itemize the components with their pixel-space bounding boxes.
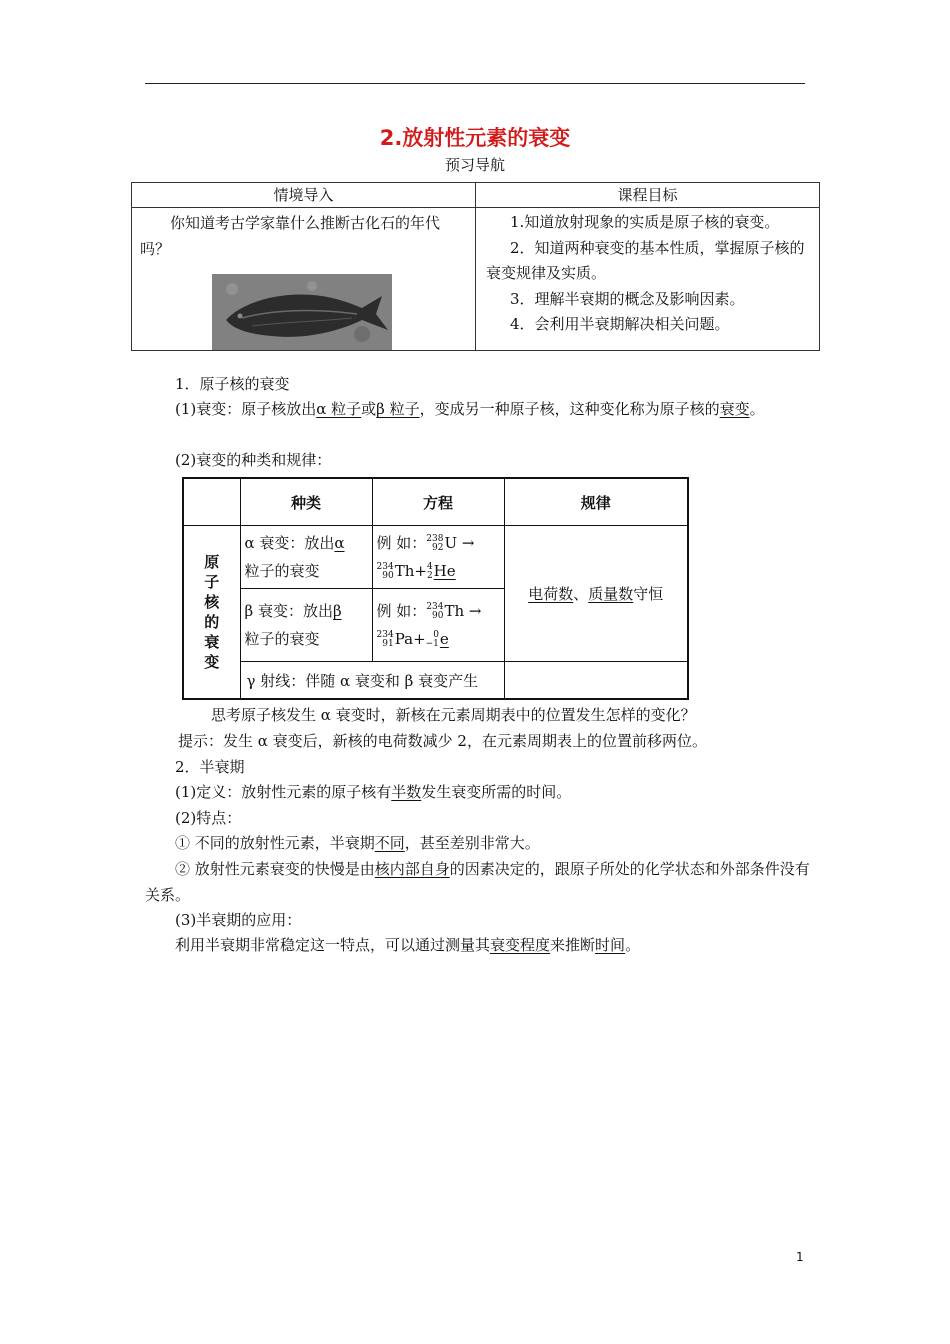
thorium-symbol: Th [394, 562, 415, 580]
text-run: ，甚至差别非常大。 [404, 834, 540, 852]
header-kind: 种类 [240, 478, 372, 526]
blank-answer: β [332, 602, 342, 620]
application-text [145, 932, 810, 958]
side-char: 子 [204, 573, 220, 591]
goal-item: 3．理解半衰期的概念及影响因素。 [510, 289, 745, 308]
text-run: 粒子的衰变 [244, 562, 320, 580]
side-char: 衰 [204, 633, 220, 651]
text-run: 来推断 [550, 936, 596, 954]
text-run: 利用半衰期非常稳定这一特点，可以通过测量其 [175, 936, 491, 954]
text-run: 、 [573, 585, 589, 603]
alpha-kind [240, 526, 372, 589]
goals-cell [476, 208, 820, 351]
gamma-row: γ 射线：伴随 α 衰变和 β 衰变产生 [240, 662, 504, 700]
text-run: β 衰变：放出 [244, 602, 333, 620]
corner-cell [183, 478, 240, 526]
text-run: 例 如： [376, 534, 427, 552]
blank-answer: α [334, 534, 345, 552]
text-run: ① 不同的放射性元素，半衰期 [175, 834, 375, 852]
text-run: 或 [361, 400, 377, 418]
nuclide-numbers: 234 91 [376, 630, 394, 649]
blank-answer: 时间 [595, 936, 626, 954]
nuclide-numbers: 238 92 [426, 534, 444, 553]
uranium-symbol: U [444, 534, 458, 552]
nuclide-numbers: 234 90 [376, 562, 394, 581]
features-heading: (2)特点： [175, 809, 242, 827]
blank-answer: 电荷数 [528, 585, 574, 603]
section2-heading: 2．半衰期 [175, 758, 245, 776]
text-run: 发生衰变所需的时间。 [421, 783, 572, 801]
think-question: 思考原子核发生 α 衰变时，新核在元素周期表中的位置发生怎样的变化？ [211, 706, 696, 724]
blank-answer: α 粒子 [316, 400, 362, 418]
header-rule [145, 83, 805, 84]
beta-equation [372, 589, 504, 662]
text-run: ，变成另一种原子核，这种变化称为原子核的 [419, 400, 720, 418]
section-subtitle: 预习导航 [444, 156, 505, 174]
blank-answer: 半数 [391, 783, 422, 801]
section1-heading: 1．原子核的衰变 [175, 375, 290, 393]
side-char: 核 [204, 593, 220, 611]
text-run: 守恒 [633, 585, 664, 603]
text-run: α 衰变：放出 [244, 534, 335, 552]
feature-1 [145, 830, 810, 856]
header-rule: 规律 [504, 478, 688, 526]
blank-answer: 核内部自身 [374, 860, 450, 878]
arrow-icon: → [461, 534, 475, 552]
text-run: 例 如： [376, 602, 427, 620]
decay-types-heading: (2)衰变的种类和规律： [175, 451, 332, 469]
text-run: ② 放射性元素衰变的快慢是由 [175, 860, 375, 878]
alpha-equation [372, 526, 504, 589]
blank-answer: 衰变 [719, 400, 750, 418]
hint-text: 提示：发生 α 衰变后，新核的电荷数减少 2，在元素周期表上的位置前移两位。 [178, 732, 707, 750]
side-label [183, 526, 240, 700]
blank-answer: 质量数 [588, 585, 634, 603]
header-goals: 课程目标 [476, 183, 820, 208]
page-title: 2.放射性元素的衰变 [379, 126, 571, 150]
side-char: 变 [204, 653, 220, 671]
goal-item: 1.知道放射现象的实质是原子核的衰变。 [510, 213, 780, 231]
blank-answer: 衰变程度 [490, 936, 551, 954]
plus-sign: + [413, 630, 426, 648]
text-run: 的因素决定的，跟原子所处的化学状态和外部条件没有关系。 [145, 860, 810, 904]
application-heading: (3)半衰期的应用： [175, 911, 302, 929]
half-life-definition [145, 779, 810, 805]
scenario-question: 你知道考古学家靠什么推断古化石的年代吗？ [140, 214, 441, 258]
beta-kind [240, 589, 372, 662]
blank-answer: β 粒子 [376, 400, 420, 418]
protactinium-symbol: Pa [394, 630, 414, 648]
side-char: 原 [204, 553, 220, 571]
text-run: (1)衰变：原子核放出 [175, 400, 317, 418]
text-run: (1)定义：放射性元素的原子核有 [175, 783, 392, 801]
decay-table [182, 477, 689, 700]
arrow-icon: → [468, 602, 482, 620]
plus-sign: + [414, 562, 427, 580]
goal-item: 4．会利用半衰期解决相关问题。 [510, 315, 730, 333]
scenario-cell [132, 208, 476, 351]
fish-fossil-image [212, 274, 392, 350]
page-number: 1 [796, 1250, 804, 1264]
nuclide-numbers: 234 90 [426, 602, 444, 621]
intro-table [131, 182, 820, 351]
side-char: 的 [204, 613, 220, 631]
blank-answer: 不同 [374, 834, 405, 852]
text-run: 粒子的衰变 [244, 630, 320, 648]
text-run: 。 [749, 400, 765, 418]
blank-answer: 4 2He [426, 562, 456, 581]
header-scenario: 情境导入 [132, 183, 476, 208]
thorium-symbol: Th [444, 602, 465, 620]
blank-answer: 0 −1e [425, 630, 449, 649]
conservation-rule [504, 526, 688, 662]
goal-item: 2．知道两种衰变的基本性质，掌握原子核的衰变规律及实质。 [486, 238, 805, 282]
decay-definition [145, 396, 810, 422]
text-run: 。 [625, 936, 641, 954]
header-equation: 方程 [372, 478, 504, 526]
empty-cell [504, 662, 688, 700]
feature-2 [145, 856, 810, 908]
